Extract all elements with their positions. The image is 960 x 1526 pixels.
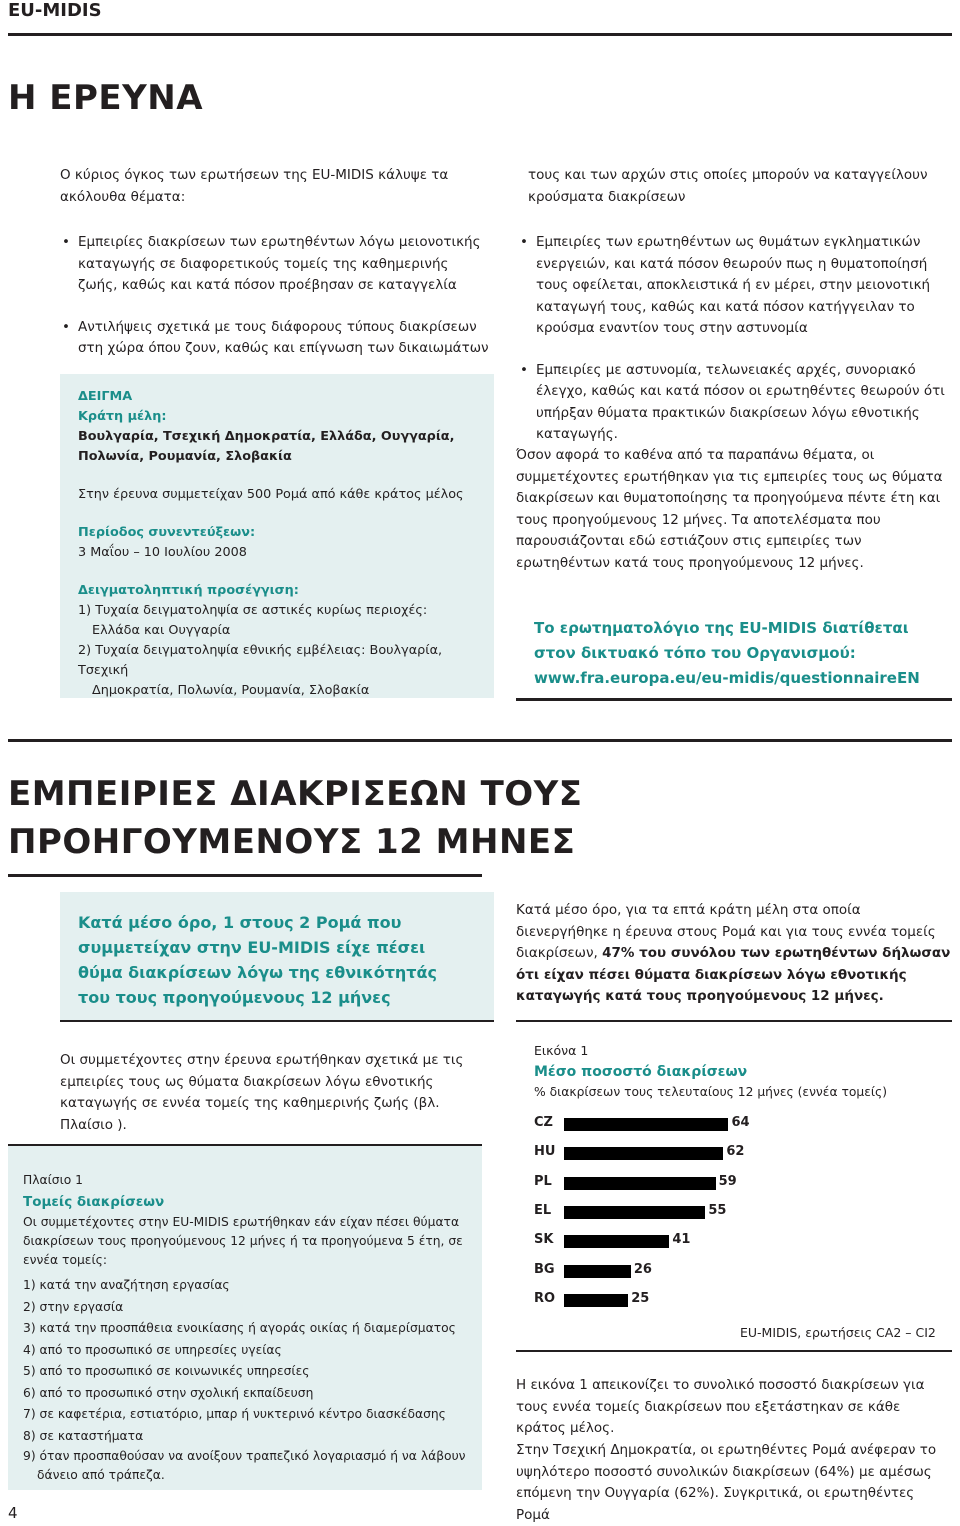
topics-list-left (60, 232, 490, 380)
section-title-research: Η ΕΡΕΥΝΑ (8, 78, 204, 118)
figure-rule (516, 1350, 952, 1352)
bar-row-sk (534, 1231, 954, 1251)
header-rule (8, 33, 952, 36)
box1-item: 4) από το προσωπικό σε υπηρεσίες υγείας (23, 1342, 282, 1357)
bar-label: PL (534, 1173, 552, 1189)
bar-value: 55 (708, 1202, 727, 1218)
topics-list-right (518, 232, 950, 466)
section-title-line-1: ΕΜΠΕΙΡΙΕΣ ΔΙΑΚΡΙΣΕΩΝ ΤΟΥΣ (8, 774, 583, 814)
bar (564, 1118, 728, 1131)
figure-desc-paragraph: Η εικόνα 1 απεικονίζει το συνολικό ποσοστό διακρίσεων για τους εννέα τομείς διακρίσεων που εξετάστηκαν σε κάθε κράτος μέλος. (516, 1377, 925, 1436)
figure-header (534, 1040, 954, 1102)
bar-row-bg (534, 1261, 954, 1281)
bar (564, 1265, 631, 1278)
figure-source: EU-MIDIS, ερωτήσεις CA2 – CI2 (740, 1325, 936, 1340)
topic-bullet: • Αντιλήψεις σχετικά με τους διάφορους τύπους διακρίσεων στη χώρα όπου ζουν, καθώς και επίγνωση των δικαιωμάτων (60, 317, 490, 360)
figure-subtitle: % διακρίσεων τους τελευταίους 12 μήνες (εννέα τομείς) (534, 1084, 888, 1099)
period-value: 3 Μαΐου – 10 Ιουλίου 2008 (78, 545, 247, 560)
box1 (8, 1146, 482, 1490)
header-tag: EU-MIDIS (8, 0, 102, 21)
bar-label: HU (534, 1144, 556, 1160)
questionnaire-rule (516, 698, 952, 701)
box1-item: 9) όταν προσπαθούσαν να ανοίξουν τραπεζικό λογαριασμό ή να λάβουν δάνειο από τράπεζα. (23, 1449, 466, 1482)
box1-label: Πλαίσιο 1 (23, 1173, 84, 1187)
box1-item: 6) από το προσωπικό στην σχολική εκπαίδευση (23, 1385, 314, 1400)
box1-item: 8) σε καταστήματα (23, 1428, 144, 1443)
bar-row-pl (534, 1173, 954, 1193)
bar-value: 25 (631, 1290, 650, 1306)
sampling-item-1b: Ελλάδα και Ουγγαρία (92, 623, 231, 638)
bar (564, 1206, 705, 1219)
bar-row-cz (534, 1114, 954, 1134)
bar-label: RO (534, 1290, 556, 1306)
right-paragraph: Όσον αφορά το καθένα από τα παραπάνω θέματα, οι συμμετέχοντες ερωτήθηκαν για τις εμπειρίες τους ως θύματα διακρίσεων και θυματοποίησης τα προηγούμενα πέντε έτη και τους προηγούμενους 12 μήνες. Τα αποτελέσματα που παρουσιάζονται εδώ εστιάζουν στις εμπειρίες των ερωτηθέντων κατά τους προηγούμενους 12 μήνες. (516, 447, 943, 571)
right-intro (516, 900, 952, 1008)
period-label: Περίοδος συνεντεύξεων: (78, 525, 256, 540)
bar-value: 59 (718, 1173, 737, 1189)
bar (564, 1177, 716, 1190)
bar-label: SK (534, 1232, 554, 1248)
box1-item: 1) κατά την αναζήτηση εργασίας (23, 1278, 230, 1292)
section-title-experiences (8, 770, 583, 866)
right-intro-highlight: 47% του συνόλου των ερωτηθέντων δήλωσαν ότι είχαν πέσει θύματα διακρίσεων λόγω εθνοτικής καταγωγής κατά τους προηγούμενους 12 μήνες. (516, 945, 951, 1004)
box1-item: 2) στην εργασία (23, 1299, 124, 1314)
page-number: 4 (8, 1504, 18, 1522)
sample-heading: ΔΕΙΓΜΑ (78, 389, 133, 404)
left-paragraph: Οι συμμετέχοντες στην έρευνα ερωτήθηκαν σχετικά με τις εμπειρίες τους ως θύματα διακρίσεων λόγω εθνοτικής καταγωγής σε εννέα τομείς της καθημερινής ζωής (βλ. Πλαίσιο ). (60, 1052, 464, 1133)
bar-value: 41 (672, 1232, 691, 1248)
bar-row-el (534, 1202, 954, 1222)
box1-text: Οι συμμετέχοντες στην EU-MIDIS ερωτήθηκαν εάν είχαν πέσει θύματα διακρίσεων τους προηγούμενους 12 μήνες ή τα προηγούμενα 5 έτη, σε εννέα τομείς: (23, 1215, 463, 1267)
members-label: Κράτη μέλη: (78, 409, 167, 424)
sampling-label: Δειγματοληπτική προσέγγιση: (78, 583, 299, 598)
highlight-text: Κατά μέσο όρο, 1 στους 2 Ρομά που συμμετείχαν στην EU-MIDIS είχε πέσει θύμα διακρίσεων λόγω της εθνικότητάς του τους προηγούμενους 12 μήνες (78, 913, 437, 1007)
right-intro-text: Κατά μέσο όρο, για τα επτά κράτη μέλη στα οποία διενεργήθηκε η έρευνα στους Ρομά και για τους εννέα τομείς διακρίσεων, (516, 902, 936, 961)
intro-paragraph: Ο κύριος όγκος των ερωτήσεων της EU-MIDIS κάλυψε τα ακόλουθα θέματα: (60, 167, 449, 205)
sampling-item-2b: Δημοκρατία, Πολωνία, Ρουμανία, Σλοβακία (92, 683, 370, 698)
right-continuation: τους και των αρχών στις οποίες μπορούν να καταγγείλουν κρούσματα διακρίσεων (528, 167, 928, 205)
topic-bullet: • Εμπειρίες με αστυνομία, τελωνειακές αρχές, συνοριακό έλεγχο, καθώς και κατά πόσον οι ερωτηθέντες θεωρούν ότι υπήρξαν θύματα πρακτικών διακρίσεων λόγω εθνοτικής καταγωγής. (518, 360, 950, 446)
figure-title: Μέσο ποσοστό διακρίσεων (534, 1063, 748, 1080)
section-title-line-2: ΠΡΟΗΓΟΥΜΕΝΟΥΣ 12 ΜΗΝΕΣ (8, 822, 576, 862)
bar-label: EL (534, 1202, 552, 1218)
bar-value: 26 (633, 1261, 652, 1277)
bar-value: 64 (731, 1115, 750, 1130)
participants-text: Στην έρευνα συμμετείχαν 500 Ρομά από κάθε κράτος μέλος (78, 487, 464, 502)
bar (564, 1147, 723, 1160)
bar (564, 1294, 628, 1307)
figure-label: Εικόνα 1 (534, 1043, 589, 1058)
bar-label: CZ (534, 1115, 553, 1130)
topic-bullet: • Εμπειρίες των ερωτηθέντων ως θυμάτων εγκληματικών ενεργειών, και κατά πόσον θεωρούν πως η θυματοποίησή τους οφείλεται, αποκλειστικά ή εν μέρει, στην μειονοτική καταγωγή τους, καθώς και κατά πόσον κατήγγειλαν το κρούσμα εναντίον τους στην αστυνομία (518, 232, 950, 340)
bar-value: 62 (726, 1144, 745, 1160)
bar-row-hu (534, 1143, 954, 1163)
right-intro-rule (516, 1020, 952, 1022)
sampling-item-2: 2) Τυχαία δειγματοληψία εθνικής εμβέλειας: Βουλγαρία, Τσεχική (78, 643, 443, 678)
comparison-paragraph: Στην Τσεχική Δημοκρατία, οι ερωτηθέντες Ρομά ανέφεραν το υψηλότερο ποσοστό συνολικών διακρίσεων (64%) με αμέσως επόμενη την Ουγγαρία (62%). Συγκριτικά, οι ερωτηθέντες Ρομά (516, 1442, 937, 1523)
section2-top-rule (8, 739, 952, 742)
box1-title: Τομείς διακρίσεων (23, 1193, 165, 1210)
highlight-rule (60, 1020, 494, 1022)
members-list: Βουλγαρία, Τσεχική Δημοκρατία, Ελλάδα, Ουγγαρία, Πολωνία, Ρουμανία, Σλοβακία (78, 429, 455, 464)
bar-label: BG (534, 1261, 555, 1277)
sampling-item-1: 1) Τυχαία δειγματοληψία σε αστικές κυρίως περιοχές: (78, 603, 428, 618)
box1-item: 7) σε καφετέρια, εστιατόριο, μπαρ ή νυκτερινό κέντρο διασκέδασης (23, 1407, 446, 1421)
bar-row-ro (534, 1290, 954, 1310)
sample-box (60, 374, 494, 698)
section2-title-rule (8, 874, 482, 877)
questionnaire-text: Το ερωτηματολόγιο της EU-MIDIS διατίθεται στον δικτυακό τόπο του Οργανισμού: (534, 619, 909, 662)
box1-item: 3) κατά την προσπάθεια ενοικίασης ή αγοράς οικίας ή διαμερίσματος (23, 1321, 456, 1335)
questionnaire-note (534, 616, 950, 691)
box1-item: 5) από το προσωπικό σε κοινωνικές υπηρεσίες (23, 1364, 310, 1378)
highlight-box (60, 892, 494, 1020)
questionnaire-link[interactable]: www.fra.europa.eu/eu-midis/questionnaireEN (534, 669, 920, 687)
topic-bullet: • Εμπειρίες διακρίσεων των ερωτηθέντων λόγω μειονοτικής καταγωγής σε διαφορετικούς τομείς της καθημερινής ζωής, καθώς και κατά πόσον προέβησαν σε καταγγελία (60, 232, 490, 297)
bar (564, 1235, 669, 1248)
